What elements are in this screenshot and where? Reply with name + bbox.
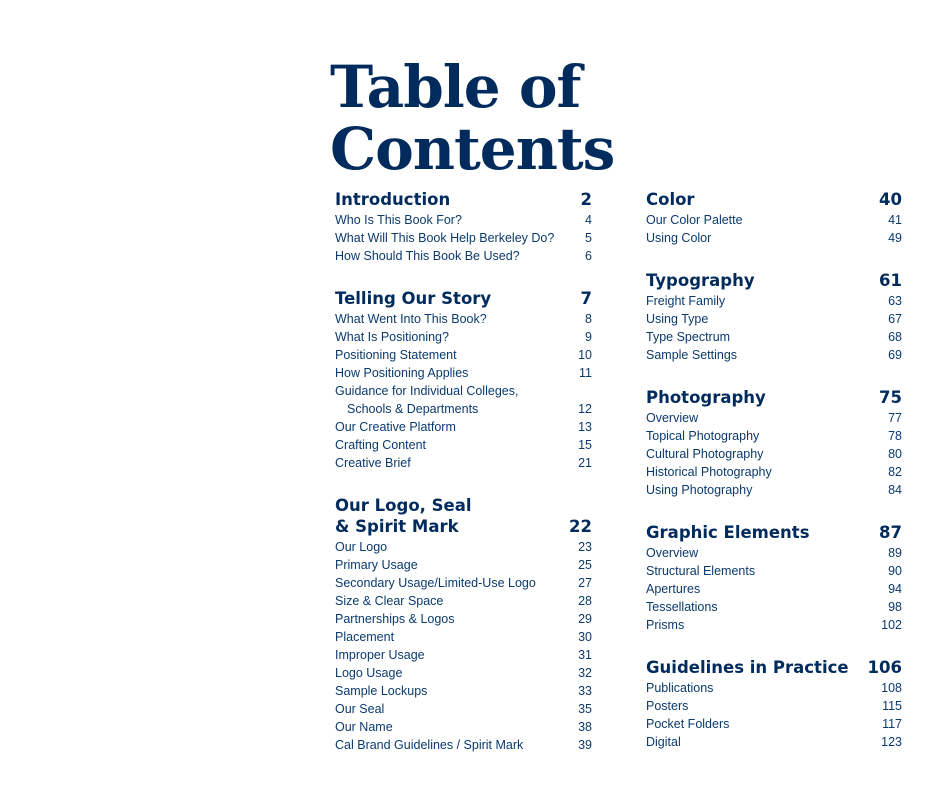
toc-entry-page-number: 6 <box>585 249 592 263</box>
toc-entry[interactable] <box>646 328 902 346</box>
toc-entry[interactable] <box>335 700 592 718</box>
toc-entry[interactable] <box>646 427 902 445</box>
toc-entry-label-line: Type Spectrum <box>646 330 731 344</box>
toc-entry-page-number: 123 <box>881 735 902 749</box>
toc-entry-page-number: 21 <box>578 456 592 470</box>
toc-entry[interactable] <box>335 718 592 736</box>
toc-entry-label <box>335 628 394 646</box>
toc-entry-label-line: Our Logo <box>335 540 388 554</box>
section-title <box>646 657 849 678</box>
toc-entry-page-number: 80 <box>888 447 902 461</box>
toc-section-our-logo-seal-and-spirit-mark <box>335 495 592 754</box>
toc-entry-label-line: Prisms <box>646 618 685 632</box>
toc-entry-label <box>646 580 700 598</box>
toc-entry-page-number: 77 <box>888 411 902 425</box>
toc-entry[interactable] <box>646 679 902 697</box>
toc-entry-page-number: 98 <box>888 600 902 614</box>
toc-entry[interactable] <box>646 616 902 634</box>
toc-entry[interactable] <box>646 580 902 598</box>
toc-entry-label-line: Size & Clear Space <box>335 594 444 608</box>
section-heading[interactable] <box>646 387 902 408</box>
section-title <box>646 387 766 408</box>
toc-entry-page-number: 102 <box>881 618 902 632</box>
section-title-line: Our Logo, Seal <box>335 496 472 515</box>
section-heading[interactable] <box>646 522 902 543</box>
toc-entry[interactable] <box>646 598 902 616</box>
toc-entry-label <box>646 346 737 364</box>
toc-entry[interactable] <box>646 292 902 310</box>
toc-entry-label <box>646 616 684 634</box>
toc-entry-label <box>335 310 487 328</box>
toc-entry-label-line: Overview <box>646 546 699 560</box>
toc-entry-page-number: 108 <box>881 681 902 695</box>
toc-section-guidelines-in-practice <box>646 657 902 751</box>
toc-entry-label-line: Using Photography <box>646 483 753 497</box>
toc-entry-label-line: Our Creative Platform <box>335 420 456 434</box>
toc-entry-page-number: 4 <box>585 213 592 227</box>
toc-entry-page-number: 78 <box>888 429 902 443</box>
toc-entry[interactable] <box>646 562 902 580</box>
toc-entry-page-number: 23 <box>578 540 592 554</box>
section-title-line: Typography <box>646 271 755 290</box>
section-page-number: 106 <box>867 658 902 677</box>
toc-entry-page-number: 84 <box>888 483 902 497</box>
toc-entry-label <box>335 436 426 454</box>
toc-entry[interactable] <box>335 346 592 364</box>
section-title <box>335 495 472 537</box>
toc-entry-page-number: 5 <box>585 231 592 245</box>
toc-entry[interactable] <box>335 454 592 472</box>
toc-entry-label <box>335 364 468 382</box>
toc-entry-label <box>335 646 425 664</box>
toc-entry-label-line: Improper Usage <box>335 648 425 662</box>
section-heading[interactable] <box>335 495 592 537</box>
toc-entry-label <box>335 664 402 682</box>
toc-entry[interactable] <box>646 697 902 715</box>
toc-section-color <box>646 189 902 247</box>
toc-entry-label <box>335 211 462 229</box>
toc-entry[interactable] <box>335 229 592 247</box>
toc-entry-page-number: 31 <box>578 648 592 662</box>
section-page-number: 7 <box>580 289 592 308</box>
toc-entry-label <box>335 538 387 556</box>
toc-entry[interactable] <box>335 610 592 628</box>
toc-entry-page-number: 94 <box>888 582 902 596</box>
toc-entry[interactable] <box>335 418 592 436</box>
toc-entry-label-line: Cultural Photography <box>646 447 764 461</box>
toc-entry-label-line: Using Color <box>646 231 712 245</box>
toc-entry-page-number: 69 <box>888 348 902 362</box>
toc-entry-label <box>335 682 427 700</box>
toc-entry-label-line: What Went Into This Book? <box>335 312 487 326</box>
toc-entry-page-number: 10 <box>578 348 592 362</box>
toc-entry-label-line: Structural Elements <box>646 564 756 578</box>
toc-entry-page-number: 30 <box>578 630 592 644</box>
toc-entry-label-line: Who Is This Book For? <box>335 213 462 227</box>
toc-entry-label-line: What Will This Book Help Berkeley Do? <box>335 231 555 245</box>
toc-entry-label-line: Tessellations <box>646 600 718 614</box>
toc-entry-label <box>335 229 554 247</box>
toc-entry-label <box>646 697 688 715</box>
toc-entry-label <box>646 544 698 562</box>
toc-entry-label <box>335 454 411 472</box>
toc-entry-label <box>646 229 711 247</box>
toc-entry-page-number: 29 <box>578 612 592 626</box>
toc-entry-label-line: Partnerships & Logos <box>335 612 455 626</box>
toc-entry-label <box>335 574 536 592</box>
section-title <box>646 189 695 210</box>
section-heading[interactable] <box>335 189 592 210</box>
toc-entry-label-line: Overview <box>646 411 699 425</box>
section-title-line: Guidelines in Practice <box>646 658 849 677</box>
toc-entry-label <box>646 445 763 463</box>
toc-entry-label <box>335 247 520 265</box>
toc-entry-page-number: 39 <box>578 738 592 752</box>
toc-section-introduction <box>335 189 592 265</box>
toc-column-left <box>335 189 592 777</box>
toc-column-right <box>646 189 902 774</box>
toc-entry[interactable] <box>646 733 902 751</box>
toc-entry-page-number: 117 <box>882 717 902 731</box>
toc-entry[interactable] <box>335 247 592 265</box>
toc-entry-label-line: Digital <box>646 735 681 749</box>
toc-entry-label-line: Posters <box>646 699 689 713</box>
toc-entry-page-number: 68 <box>888 330 902 344</box>
toc-entry-label-line: Secondary Usage/Limited-Use Logo <box>335 576 536 590</box>
toc-entry-label-line: Our Color Palette <box>646 213 743 227</box>
section-title-line: & Spirit Mark <box>335 517 459 536</box>
toc-entry[interactable] <box>646 409 902 427</box>
toc-entry-page-number: 90 <box>888 564 902 578</box>
toc-entry[interactable] <box>335 664 592 682</box>
toc-entry-page-number: 28 <box>578 594 592 608</box>
toc-section-photography <box>646 387 902 499</box>
section-page-number: 75 <box>879 388 902 407</box>
section-title-line: Graphic Elements <box>646 523 810 542</box>
toc-entry-page-number: 33 <box>578 684 592 698</box>
toc-entry-label <box>646 328 730 346</box>
toc-entry-page-number: 32 <box>578 666 592 680</box>
toc-entry-page-number: 8 <box>585 312 592 326</box>
toc-entry[interactable] <box>335 328 592 346</box>
toc-entry-label-line: Publications <box>646 681 714 695</box>
section-page-number: 40 <box>879 190 902 209</box>
toc-entry[interactable] <box>335 628 592 646</box>
toc-entry-page-number: 11 <box>579 366 592 380</box>
toc-entry-label <box>335 556 418 574</box>
toc-entry-label-line: Crafting Content <box>335 438 427 452</box>
toc-entry[interactable] <box>335 436 592 454</box>
toc-entry[interactable] <box>335 538 592 556</box>
section-heading[interactable] <box>335 288 592 309</box>
toc-entry-label-line: Using Type <box>646 312 709 326</box>
toc-entry-label <box>646 211 743 229</box>
toc-entry[interactable] <box>335 382 592 418</box>
toc-entry[interactable] <box>646 211 902 229</box>
toc-entry[interactable] <box>335 310 592 328</box>
toc-entry-label-line: What Is Positioning? <box>335 330 449 344</box>
toc-section-telling-our-story <box>335 288 592 472</box>
toc-entry-label-line: Guidance for Individual Colleges, <box>335 384 519 398</box>
toc-entry-page-number: 9 <box>585 330 592 344</box>
toc-entry-label-line: How Positioning Applies <box>335 366 469 380</box>
toc-entry-page-number: 27 <box>578 576 592 590</box>
toc-entry[interactable] <box>646 463 902 481</box>
section-heading[interactable] <box>646 189 902 210</box>
toc-entry-label <box>646 598 718 616</box>
section-heading[interactable] <box>646 270 902 291</box>
toc-entry-page-number: 15 <box>578 438 592 452</box>
toc-entry-label <box>335 382 518 418</box>
toc-entry-label-line: Logo Usage <box>335 666 403 680</box>
toc-entry-label <box>646 292 725 310</box>
toc-entry[interactable] <box>646 346 902 364</box>
toc-entry-label <box>335 346 457 364</box>
toc-entry-page-number: 38 <box>578 720 592 734</box>
toc-entry-label <box>646 562 755 580</box>
toc-entry-label <box>335 592 443 610</box>
toc-entry-label-line: Placement <box>335 630 395 644</box>
toc-entry-page-number: 49 <box>888 231 902 245</box>
toc-entry[interactable] <box>335 574 592 592</box>
toc-entry-page-number: 25 <box>578 558 592 572</box>
toc-entry-label <box>646 427 759 445</box>
toc-entry-page-number: 63 <box>888 294 902 308</box>
section-title <box>335 288 491 309</box>
toc-section-graphic-elements <box>646 522 902 634</box>
toc-entry[interactable] <box>646 310 902 328</box>
toc-entry-label-line: Primary Usage <box>335 558 418 572</box>
toc-entry-label-line: Our Seal <box>335 702 385 716</box>
section-heading[interactable] <box>646 657 902 678</box>
toc-entry-label <box>646 463 772 481</box>
page-title <box>330 53 615 183</box>
toc-entry[interactable] <box>646 544 902 562</box>
toc-entry-label-line: Sample Lockups <box>335 684 428 698</box>
toc-entry-page-number: 41 <box>888 213 902 227</box>
section-page-number: 87 <box>879 523 902 542</box>
section-page-number: 2 <box>580 190 592 209</box>
toc-entry[interactable] <box>335 364 592 382</box>
toc-entry-label-line: Pocket Folders <box>646 717 730 731</box>
toc-entry-label-line: Creative Brief <box>335 456 411 470</box>
toc-entry[interactable] <box>335 592 592 610</box>
page-title-line-2: Contents <box>330 115 615 183</box>
toc-entry-label-line: Topical Photography <box>646 429 760 443</box>
toc-entry-label <box>335 610 455 628</box>
toc-entry[interactable] <box>335 646 592 664</box>
section-title-line: Telling Our Story <box>335 289 492 308</box>
toc-entry-page-number: 13 <box>578 420 592 434</box>
toc-entry-page-number: 89 <box>888 546 902 560</box>
toc-entry-label <box>335 700 384 718</box>
toc-entry-label <box>646 310 708 328</box>
toc-entry[interactable] <box>335 556 592 574</box>
toc-entry-label-line: Sample Settings <box>646 348 738 362</box>
toc-entry[interactable] <box>335 211 592 229</box>
toc-entry-label <box>335 418 456 436</box>
toc-entry-page-number: 115 <box>882 699 902 713</box>
section-title-line: Introduction <box>335 190 451 209</box>
toc-entry[interactable] <box>335 736 592 754</box>
section-page-number: 61 <box>879 271 902 290</box>
toc-entry[interactable] <box>646 715 902 733</box>
toc-entry-page-number: 82 <box>888 465 902 479</box>
toc-entry[interactable] <box>646 481 902 499</box>
section-title-line: Color <box>646 190 695 209</box>
section-title <box>335 189 450 210</box>
toc-entry-page-number: 35 <box>578 702 592 716</box>
toc-entry-label-line: Our Name <box>335 720 393 734</box>
toc-entry[interactable] <box>646 229 902 247</box>
toc-entry-label-line: Cal Brand Guidelines / Spirit Mark <box>335 738 524 752</box>
toc-entry-page-number: 67 <box>888 312 902 326</box>
toc-entry-label-line: How Should This Book Be Used? <box>335 249 520 263</box>
toc-entry-page-number: 12 <box>578 402 592 416</box>
toc-entry-label-line: Apertures <box>646 582 701 596</box>
toc-entry-label-line: Historical Photography <box>646 465 772 479</box>
toc-section-typography <box>646 270 902 364</box>
toc-entry[interactable] <box>335 682 592 700</box>
section-title-line: Photography <box>646 388 766 407</box>
toc-entry-label <box>335 718 393 736</box>
toc-entry-label <box>335 736 523 754</box>
toc-entry-label-line: Schools & Departments <box>347 402 479 416</box>
toc-entry-label <box>646 715 729 733</box>
toc-entry-label <box>646 733 681 751</box>
toc-entry-label <box>646 679 713 697</box>
toc-entry-label <box>646 481 752 499</box>
section-page-number: 22 <box>569 517 592 536</box>
section-title <box>646 270 755 291</box>
toc-entry-label-line: Freight Family <box>646 294 726 308</box>
section-title <box>646 522 810 543</box>
toc-entry[interactable] <box>646 445 902 463</box>
page-title-line-1: Table of <box>330 53 581 121</box>
toc-entry-label <box>335 328 449 346</box>
toc-entry-label <box>646 409 698 427</box>
toc-entry-label-line: Positioning Statement <box>335 348 457 362</box>
